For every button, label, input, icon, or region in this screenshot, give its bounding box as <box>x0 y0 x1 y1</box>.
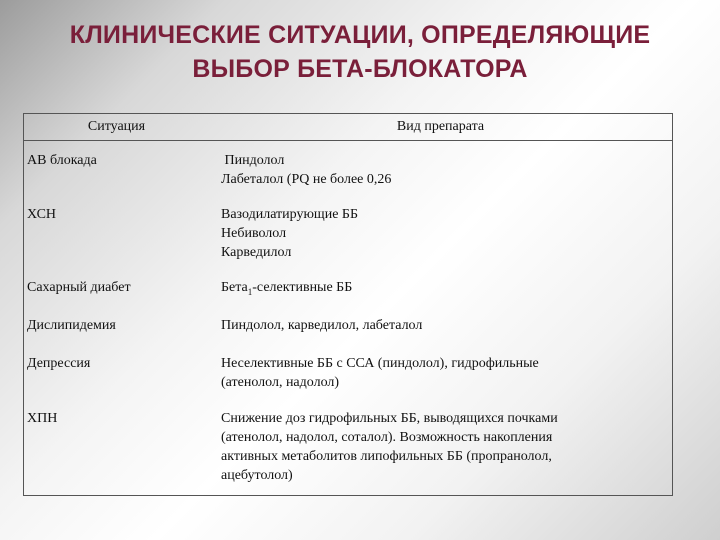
drug-cell <box>209 141 673 206</box>
drug-line: Вазодилатирующие ББ <box>221 207 358 222</box>
beta-blocker-table <box>23 113 673 496</box>
situation-cell <box>24 278 210 316</box>
situation-text: Дислипидемия <box>27 318 116 333</box>
drug-cell <box>209 205 673 278</box>
table-row <box>24 316 673 354</box>
drug-subscript: 1 <box>247 286 253 297</box>
drug-cell <box>209 278 673 316</box>
drug-line: Небиволол <box>221 226 287 241</box>
situation-text: Депрессия <box>27 356 91 371</box>
table-row <box>24 354 673 409</box>
drug-line: Снижение доз гидрофильных ББ, выводящихся почками <box>221 411 558 426</box>
drug-line: ацебутолол) <box>221 468 293 483</box>
title-line-1: КЛИНИЧЕСКИЕ СИТУАЦИИ, ОПРЕДЕЛЯЮЩИЕ <box>69 21 651 49</box>
drug-line: Пиндолол <box>221 153 285 168</box>
drug-line: Лабеталол (PQ не более 0,26 <box>221 172 392 187</box>
drug-cell <box>209 409 673 496</box>
drug-cell <box>209 316 673 354</box>
drug-line: (атенолол, надолол) <box>221 375 340 390</box>
drug-text: -селективные ББ <box>252 280 353 295</box>
drug-line: активных метаболитов липофильных ББ (пропранолол, <box>221 449 552 464</box>
header-situation: Ситуация <box>24 114 210 141</box>
situation-text: ХПН <box>27 411 58 426</box>
drug-line <box>221 278 672 302</box>
situation-cell <box>24 316 210 354</box>
situation-text: АВ блокада <box>27 153 97 168</box>
table-row <box>24 141 673 206</box>
drug-cell <box>209 354 673 409</box>
slide-title <box>0 18 720 86</box>
situation-cell <box>24 205 210 278</box>
drug-line: (атенолол, надолол, соталол). Возможность накопления <box>221 430 553 445</box>
situation-text: ХСН <box>27 207 57 222</box>
situation-text: Сахарный диабет <box>27 280 131 295</box>
header-drug-type: Вид препарата <box>209 114 673 141</box>
drug-line: Неселективные ББ с ССА (пиндолол), гидрофильные <box>221 356 539 371</box>
title-line-2: ВЫБОР БЕТА-БЛОКАТОРА <box>192 55 528 83</box>
situation-cell <box>24 354 210 409</box>
situation-cell <box>24 141 210 206</box>
table-row <box>24 278 673 316</box>
situation-cell <box>24 409 210 496</box>
drug-line: Пиндолол, карведилол, лабеталол <box>221 318 423 333</box>
table-header-row <box>24 114 673 141</box>
table-row <box>24 205 673 278</box>
drug-text: Бета <box>221 280 248 295</box>
drug-line: Карведилол <box>221 245 292 260</box>
table-row <box>24 409 673 496</box>
